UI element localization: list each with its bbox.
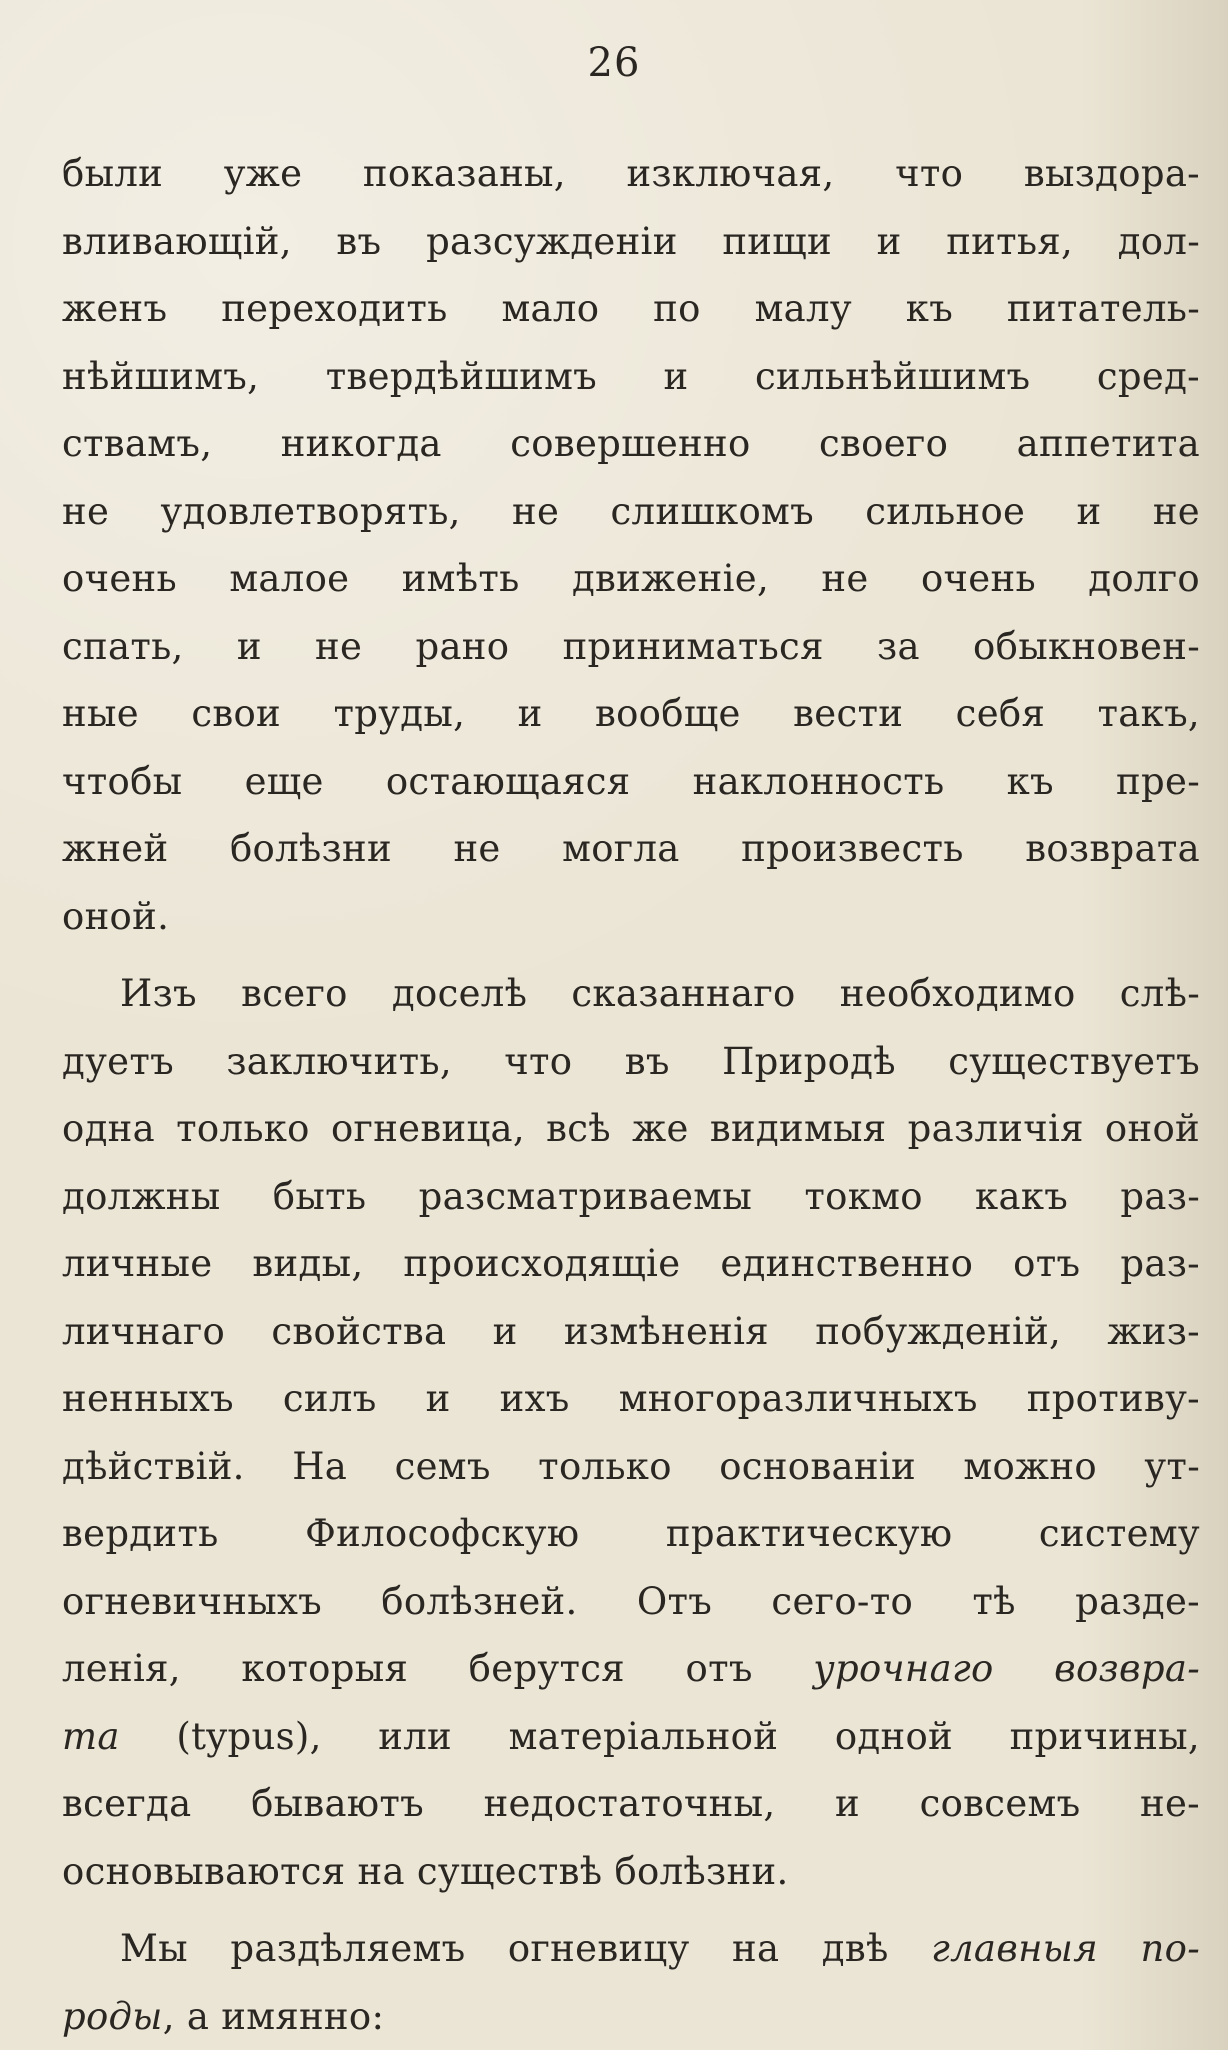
italic-run: главныя по- — [931, 1927, 1200, 1970]
text-line: спать, и не рано приниматься за обыкновен- — [62, 624, 1200, 668]
text-line-mixed — [62, 1983, 1200, 2050]
italic-run: та — [62, 1714, 120, 1758]
text-line: оной. — [62, 894, 170, 938]
text-run: (typus), или матеріальной одной причины, — [119, 1714, 1200, 1758]
text-run: , а имянно: — [162, 1994, 385, 2038]
text-line: очень малое имѣть движеніе, не очень долго — [62, 557, 1200, 600]
body-text — [62, 140, 1200, 2050]
paragraph-1 — [62, 140, 1200, 950]
text-line: Изъ всего доселѣ сказаннаго необходимо слѣ- — [120, 972, 1200, 1015]
paragraph-gap — [62, 950, 1200, 960]
text-line-mixed — [62, 1703, 1200, 1771]
text-line: не удовлетворять, не слишкомъ сильное и не — [62, 489, 1200, 533]
text-line: жней болѣзни не могла произвесть возврата — [62, 827, 1200, 870]
text-line-mixed — [62, 1635, 1200, 1703]
text-line: личнаго свойства и измѣненія побужденій, жиз- — [62, 1309, 1200, 1353]
text-line: вердить Философскую практическую систему — [62, 1512, 1200, 1555]
paragraph-3 — [62, 1915, 1200, 2050]
text-run: Мы раздѣляемъ огневицу на двѣ — [120, 1927, 932, 1970]
text-line: должны быть разсматриваемы токмо какъ раз- — [62, 1174, 1200, 1218]
text-line: основываются на существѣ болѣзни. — [62, 1849, 789, 1893]
italic-run: роды — [62, 1994, 163, 2038]
text-line: ные свои труды, и вообще вести себя такъ, — [62, 692, 1200, 735]
text-line: нѣйшимъ, твердѣйшимъ и сильнѣйшимъ сред- — [62, 354, 1200, 398]
text-run: ленія, которыя берутся отъ — [62, 1647, 814, 1690]
paragraph-gap — [62, 1905, 1200, 1915]
text-line: всегда бываютъ недостаточны, и совсемъ не- — [62, 1782, 1200, 1825]
text-line: ствамъ, никогда совершенно своего аппетита — [62, 422, 1200, 465]
text-line: огневичныхъ болѣзней. Отъ сего-то тѣ разде- — [62, 1579, 1200, 1623]
text-line: дуетъ заключить, что въ Природѣ существуетъ — [62, 1039, 1200, 1083]
text-line: женъ переходить мало по малу къ питатель- — [62, 287, 1200, 330]
page-number: 26 — [587, 40, 641, 86]
paragraph-2 — [62, 960, 1200, 1905]
text-line-mixed — [62, 1915, 1200, 1983]
text-line: одна только огневица, всѣ же видимыя различія оной — [62, 1107, 1200, 1150]
text-line: ненныхъ силъ и ихъ многоразличныхъ противу- — [62, 1377, 1200, 1420]
italic-run: урочнаго возвра- — [813, 1647, 1200, 1690]
text-line: чтобы еще остающаяся наклонность къ пре- — [62, 759, 1200, 803]
text-line: вливающій, въ разсужденіи пищи и питья, дол- — [62, 219, 1200, 263]
text-line: личные виды, происходящіе единственно отъ раз- — [62, 1242, 1200, 1285]
text-line: дѣйствій. На семъ только основаніи можно ут- — [62, 1444, 1200, 1488]
text-line: были уже показаны, изключая, что выздора- — [62, 152, 1200, 195]
